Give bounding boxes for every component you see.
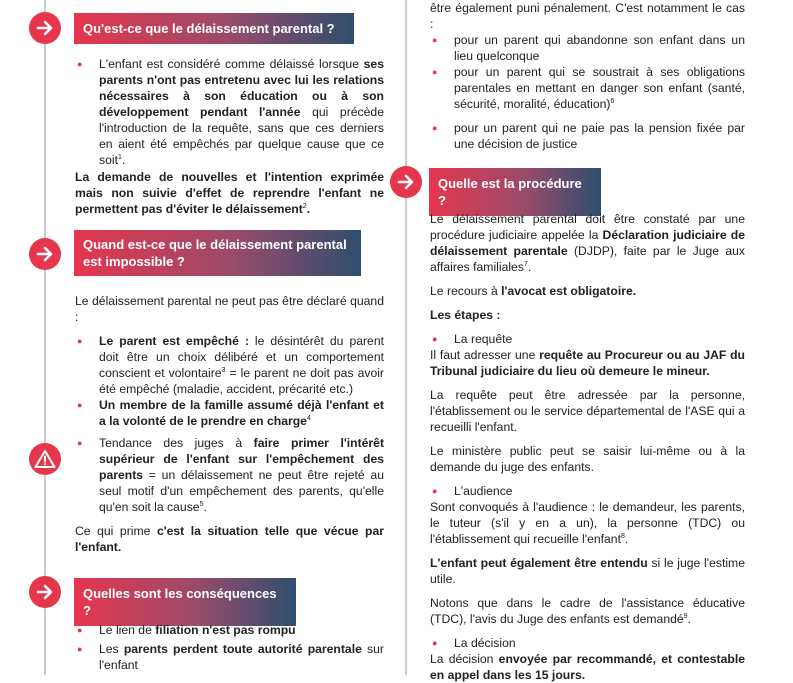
- arrow-right-icon: [29, 238, 61, 270]
- list-item: ● pour un parent qui se soustrait à ses obligations parentales en mettant en danger son enfant (santé, sécurité, moralité, éducation)$^6$: [430, 64, 745, 112]
- right-timeline-line: [405, 0, 407, 675]
- left-timeline-line: [44, 0, 46, 675]
- list-item: ● Les parents perdent toute autorité parentale sur l'enfant: [75, 641, 384, 673]
- list-item: ● L'enfant est considéré comme délaissé lorsque ses parents n'ont pas entretenu avec lui les relations nécessaires à son éducation ou à son développement pendant l'année qui précède l'introduction de la requête, sans que ces derniers en aient été empêchés par quelque cause que ce soit$^1$.: [75, 56, 384, 168]
- list-item: ● pour un parent qui abandonne son enfant dans un lieu quelconque: [430, 32, 745, 64]
- list-item: ● L'audience: [430, 483, 745, 499]
- list-item: ● Le lien de filiation n'est pas rompu: [75, 622, 384, 638]
- penal-continuation: être également puni pénalement. C'est notamment le cas : ● pour un parent qui abandonne son enfant dans un lieu quelconque ● pour un parent qui se soustrait à ses obligations parentales en mettant en danger son enfant (santé, sécurité, moralité, éducation)$^6$ ● pour un parent qui ne paie pas la pension fixée par une décision de justice: [430, 0, 745, 152]
- section-procedure-body: Le délaissement parental doit être constaté par une procédure judiciaire appelée la Déclaration judiciaire de délaissement parentale (DJDP), faite par le Juge aux affaires familiales$^7$. Le recours à l'avocat est obligatoire. Les étapes : ● La requête Il faut adresser une requête au Procureur ou au JAF du Tribunal judiciaire du lieu où demeure le mineur. La requête peut être adressée par la personne, l'établissement ou le service départemental de l'ASE qui a recueilli l'enfant. Le ministère public peut se saisir lui-même ou à la demande du juge des enfants. ● L'audience Sont convoqués à l'audience : le demandeur, les parents, le tuteur (s'il y en a un), la personne (TDC) ou l'établissement qui recueille l'enfant$^8$. L'enfant peut également être entendu si le juge l'estime utile. Notons que dans le cadre de l'assistance éducative (TDC), l'avis du Juge des enfants est demandé$^9$. ● La décision La décision envoyée par recommandé, et contestable en appel dans les 15 jours.: [430, 211, 745, 683]
- list-item: ● Un membre de la famille assumé déjà l'enfant et a la volonté de le prendre en charge$^4$: [75, 397, 384, 429]
- section-impossible-body: Le délaissement parental ne peut pas être déclaré quand : ● Le parent est empêché : le désintérêt du parent doit être un choix délibéré et un comportement conscient et volontaire$^3$ = le parent ne doit pas avoir été empêché (maladie, accident, précarité etc.) ● Un membre de la famille assumé déjà l'enfant et a la volonté de le prendre en charge$^4$ ● Tendance des juges à faire primer l'intérêt supérieur de l'enfant sur l'empêchement des parents = un délaissement ne peut être rejeté au seul motif d'un empêchement des parents, qu'elle qu'en soit la cause$^5$. Ce qui prime c'est la situation telle que vécue par l'enfant.: [75, 293, 384, 555]
- warning-icon: [29, 443, 61, 475]
- section-title-consequences: Quelles sont les conséquences ?: [74, 578, 296, 626]
- section-consequences-body: [75, 622, 384, 673]
- arrow-right-icon: [29, 12, 61, 44]
- list-item: ● La requête: [430, 331, 745, 347]
- arrow-right-icon: [390, 166, 422, 198]
- list-item: ● Tendance des juges à faire primer l'intérêt supérieur de l'enfant sur l'empêchement des parents = un délaissement ne peut être rejeté au seul motif d'un empêchement des parents, qu'elle qu'en soit la cause$^5$.: [75, 435, 384, 515]
- section-title-definition: Qu'est-ce que le délaissement parental ?: [74, 13, 354, 44]
- section-definition-body: ● L'enfant est considéré comme délaissé lorsque ses parents n'ont pas entretenu avec lui les relations nécessaires à son éducation ou à son développement pendant l'année qui précède l'introduction de la requête, sans que ces derniers en aient été empêchés par quelque cause que ce soit$^1$. La demande de nouvelles et l'intention exprimée mais non suivie d'effet de reprendre l'enfant ne permettent pas d'éviter le délaissement$^2$.: [75, 56, 384, 217]
- arrow-right-icon: [29, 576, 61, 608]
- list-item: ● La décision: [430, 635, 745, 651]
- section-title-procedure: Quelle est la procédure ?: [429, 168, 601, 216]
- section-title-impossible: Quand est-ce que le délaissement parental est impossible ?: [74, 230, 361, 276]
- list-item: ● pour un parent qui ne paie pas la pension fixée par une décision de justice: [430, 120, 745, 152]
- list-item: ● Le parent est empêché : le désintérêt du parent doit être un choix délibéré et un comportement conscient et volontaire$^3$ = le parent ne doit pas avoir été empêché (maladie, accident, précarité etc.): [75, 333, 384, 397]
